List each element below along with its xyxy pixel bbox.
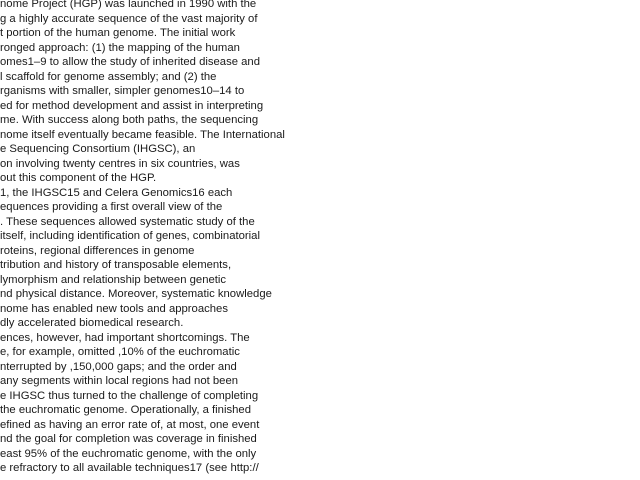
- text-line: nd the goal for completion was coverage in finished: [0, 433, 257, 445]
- text-line: . These sequences allowed systematic study of the: [0, 215, 255, 228]
- text-line: e Sequencing Consortium (IHGSC), an: [0, 143, 196, 155]
- text-line: the euchromatic genome. Operationally, a finished: [0, 404, 251, 416]
- text-line: out this component of the HGP.: [0, 172, 157, 184]
- text-line: e IHGSC thus turned to the challenge of completing: [0, 389, 259, 402]
- text-line: t portion of the human genome. The initial work: [0, 27, 236, 39]
- text-line: me. With success along both paths, the sequencing: [0, 114, 259, 126]
- text-line: nterrupted by ,150,000 gaps; and the order and: [0, 360, 237, 373]
- text-line: nd physical distance. Moreover, systematic knowledge: [0, 288, 272, 300]
- text-line: l scaffold for genome assembly; and (2) the: [0, 70, 217, 83]
- text-line: g a highly accurate sequence of the vast majority of: [0, 12, 258, 25]
- text-line: nome itself eventually became feasible. The International: [0, 128, 285, 141]
- text-line: omes1–9 to allow the study of inherited disease and: [0, 56, 260, 68]
- text-line: equences providing a first overall view of the: [0, 201, 223, 213]
- text-line: ronged approach: (1) the mapping of the human: [0, 41, 240, 54]
- text-line: lymorphism and relationship between genetic: [0, 273, 227, 286]
- text-line: dly accelerated biomedical research.: [0, 317, 184, 329]
- text-line: efined as having an error rate of, at most, one event: [0, 418, 260, 431]
- text-line: itself, including identification of genes, combinatorial: [0, 230, 260, 242]
- text-line: nome has enabled new tools and approaches: [0, 302, 228, 315]
- text-line: on involving twenty centres in six countries, was: [0, 157, 240, 170]
- text-line: rganisms with smaller, simpler genomes10–14 to: [0, 85, 245, 97]
- text-line: ences, however, had important shortcomings. The: [0, 331, 250, 344]
- text-line: e, for example, omitted ,10% of the euchromatic: [0, 346, 240, 358]
- text-line: 1, the IHGSC15 and Celera Genomics16 each: [0, 186, 233, 199]
- text-line: east 95% of the euchromatic genome, with the only: [0, 447, 257, 460]
- text-line: ed for method development and assist in interpreting: [0, 99, 264, 112]
- text-line: tribution and history of transposable elements,: [0, 259, 232, 271]
- text-line: roteins, regional differences in genome: [0, 244, 195, 257]
- text-line: nome Project (HGP) was launched in 1990 with the: [0, 0, 257, 10]
- text-line: e refractory to all available techniques17 (see http://: [0, 462, 259, 474]
- text-line: any segments within local regions had not been: [0, 375, 239, 387]
